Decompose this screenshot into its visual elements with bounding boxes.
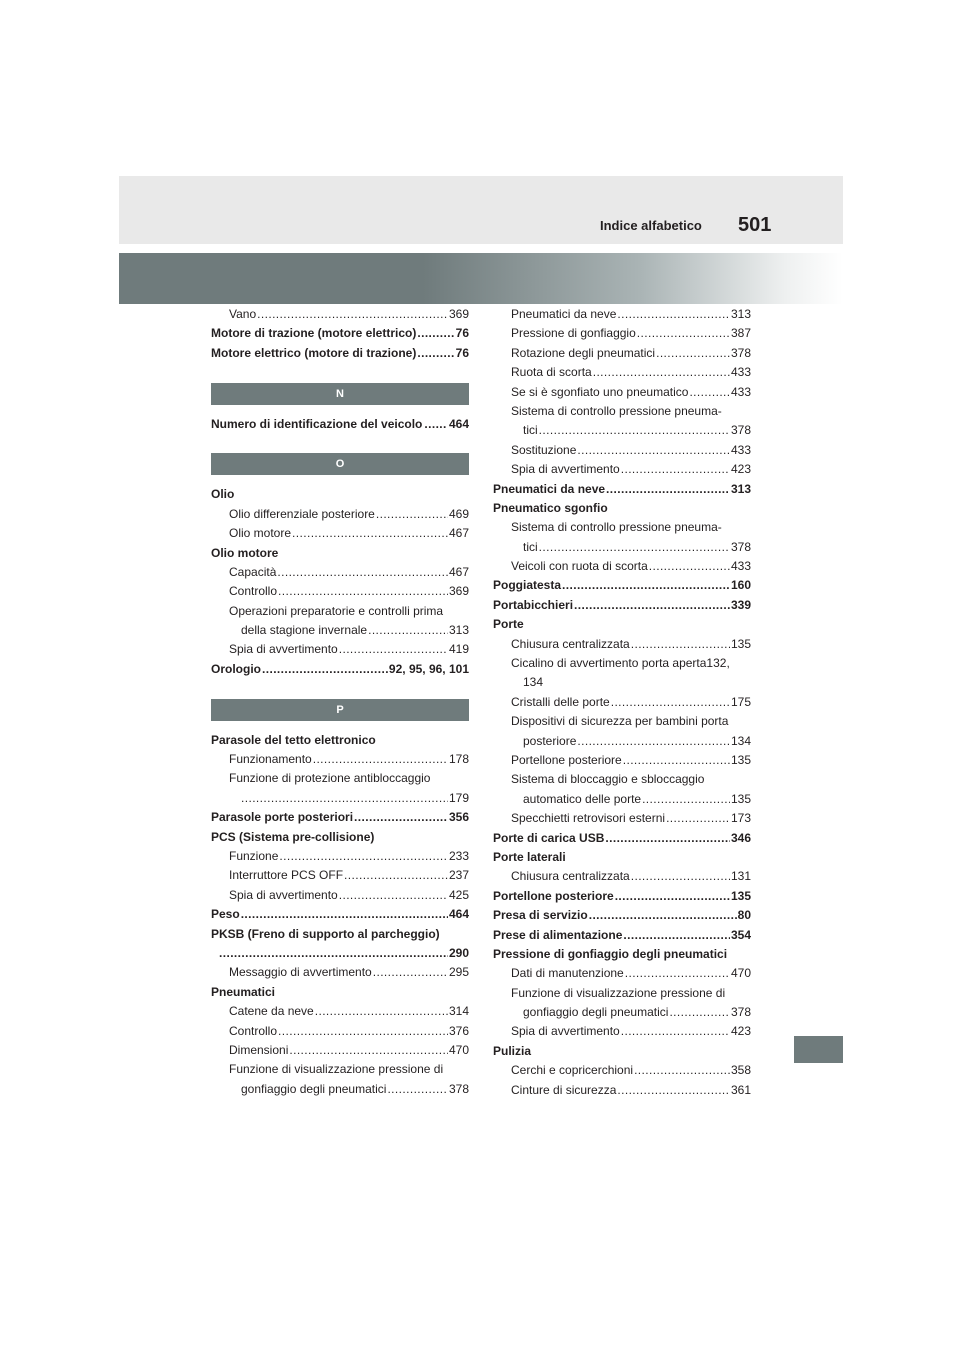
index-entry: Spia di avvertimento ..... 423 — [493, 460, 751, 479]
index-entry: Presa di servizio ..... 80 — [493, 906, 751, 925]
header-gradient-bar — [119, 253, 843, 304]
index-entry: Olio differenziale posteriore ..... 469 — [211, 505, 469, 524]
index-heading: Pressione di gonfiaggio degli pneumatici — [493, 946, 728, 961]
index-heading: Olio — [211, 487, 235, 502]
index-entry: Ruota di scorta ..... 433 — [493, 363, 751, 382]
index-column-left — [211, 305, 469, 1099]
index-heading: Parasole del tetto elettronico — [211, 732, 376, 747]
index-entry-continued: gonfiaggio degli pneumatici ..... 378 — [493, 1003, 751, 1022]
index-entry-continued: ..... 290 — [211, 944, 469, 963]
index-entry: Funzione di visualizzazione pressione di — [229, 1062, 444, 1077]
index-heading: Pneumatici — [211, 984, 276, 999]
index-entry-continued: ..... 179 — [211, 789, 469, 808]
index-entry: Cicalino di avvertimento porta aperta132, — [511, 656, 730, 671]
index-entry: Dispositivi di sicurezza per bambini porta — [511, 714, 729, 729]
index-entry-continued: della stagione invernale ..... 313 — [211, 621, 469, 640]
index-heading: Olio motore — [211, 545, 279, 560]
index-entry: Capacità ..... 467 — [211, 563, 469, 582]
index-entry: Operazioni preparatorie e controlli prima — [229, 603, 444, 618]
index-entry: Catene da neve ..... 314 — [211, 1002, 469, 1021]
letter-heading-n: N — [211, 383, 469, 405]
index-entry: Portellone posteriore ..... 135 — [493, 887, 751, 906]
index-entry: Veicoli con ruota di scorta ..... 433 — [493, 557, 751, 576]
index-entry: Funzione di visualizzazione pressione di — [511, 985, 726, 1000]
index-entry: Cerchi e copricerchioni ..... 358 — [493, 1061, 751, 1080]
index-entry: Porte di carica USB ..... 346 — [493, 829, 751, 848]
index-entry: Dati di manutenzione ..... 470 — [493, 964, 751, 983]
index-entry: Rotazione degli pneumatici ..... 378 — [493, 344, 751, 363]
index-entry: Spia di avvertimento ..... 419 — [211, 640, 469, 659]
index-entry: Vano ..... 369 — [211, 305, 469, 324]
index-column-right — [493, 305, 751, 1100]
index-entry: Motore elettrico (motore di trazione) ..... 76 — [211, 344, 469, 363]
letter-heading-o: O — [211, 453, 469, 475]
index-entry: Numero di identificazione del veicolo ..... 464 — [211, 415, 469, 434]
index-entry: Pneumatici da neve ..... 313 — [493, 305, 751, 324]
index-entry: Funzione di protezione antibloccaggio — [229, 771, 431, 786]
index-heading: PKSB (Freno di supporto al parcheggio) — [211, 926, 440, 941]
index-entry: Cinture di sicurezza ..... 361 — [493, 1081, 751, 1100]
index-entry: Messaggio di avvertimento ..... 295 — [211, 963, 469, 982]
index-entry: Specchietti retrovisori esterni ..... 173 — [493, 809, 751, 828]
index-entry: Orologio ..... 92, 95, 96, 101 — [211, 660, 469, 679]
index-entry: Funzionamento ..... 178 — [211, 750, 469, 769]
header-band — [119, 176, 843, 244]
index-entry: Controllo ..... 369 — [211, 582, 469, 601]
index-entry: Sistema di bloccaggio e sbloccaggio — [511, 772, 705, 787]
index-heading: Pneumatico sgonfio — [493, 500, 608, 515]
index-entry: Cristalli delle porte ..... 175 — [493, 693, 751, 712]
index-entry: Poggiatesta ..... 160 — [493, 576, 751, 595]
index-entry: Portellone posteriore ..... 135 — [493, 751, 751, 770]
index-entry: Pressione di gonfiaggio ..... 387 — [493, 324, 751, 343]
index-entry: Funzione ..... 233 — [211, 847, 469, 866]
section-title: Indice alfabetico — [600, 218, 702, 233]
index-entry: Chiusura centralizzata ..... 135 — [493, 635, 751, 654]
index-heading: Pulizia — [493, 1043, 532, 1058]
index-entry: Interruttore PCS OFF ..... 237 — [211, 866, 469, 885]
index-entry: Prese di alimentazione ..... 354 — [493, 926, 751, 945]
index-entry: Portabicchieri ..... 339 — [493, 596, 751, 615]
index-heading: Porte — [493, 617, 524, 632]
index-entry: Parasole porte posteriori ..... 356 — [211, 808, 469, 827]
index-entry-continued: tici ..... 378 — [493, 538, 751, 557]
index-entry: Pneumatici da neve ..... 313 — [493, 480, 751, 499]
index-heading: PCS (Sistema pre-collisione) — [211, 829, 375, 844]
index-entry: Sistema di controllo pressione pneuma- — [511, 520, 722, 535]
index-entry: Sistema di controllo pressione pneuma- — [511, 403, 722, 418]
letter-heading-p: P — [211, 699, 469, 721]
index-entry: Olio motore ..... 467 — [211, 524, 469, 543]
index-entry: Dimensioni ..... 470 — [211, 1041, 469, 1060]
index-entry-continued: automatico delle porte ..... 135 — [493, 790, 751, 809]
index-entry: Chiusura centralizzata ..... 131 — [493, 867, 751, 886]
index-entry: Se si è sgonfiato uno pneumatico ..... 433 — [493, 383, 751, 402]
index-entry: Spia di avvertimento ..... 425 — [211, 886, 469, 905]
index-entry-continued: 134 — [523, 675, 544, 690]
index-entry-continued: posteriore ..... 134 — [493, 732, 751, 751]
index-entry: Spia di avvertimento ..... 423 — [493, 1022, 751, 1041]
index-heading: Porte laterali — [493, 849, 566, 864]
index-entry-continued: tici ..... 378 — [493, 421, 751, 440]
index-entry: Sostituzione ..... 433 — [493, 441, 751, 460]
index-entry-continued: gonfiaggio degli pneumatici ..... 378 — [211, 1080, 469, 1099]
index-entry: Controllo ..... 376 — [211, 1022, 469, 1041]
index-entry: Motore di trazione (motore elettrico) ..... 76 — [211, 324, 469, 343]
page-number: 501 — [738, 214, 772, 236]
index-entry: Peso ..... 464 — [211, 905, 469, 924]
index-side-tab — [794, 1036, 843, 1063]
